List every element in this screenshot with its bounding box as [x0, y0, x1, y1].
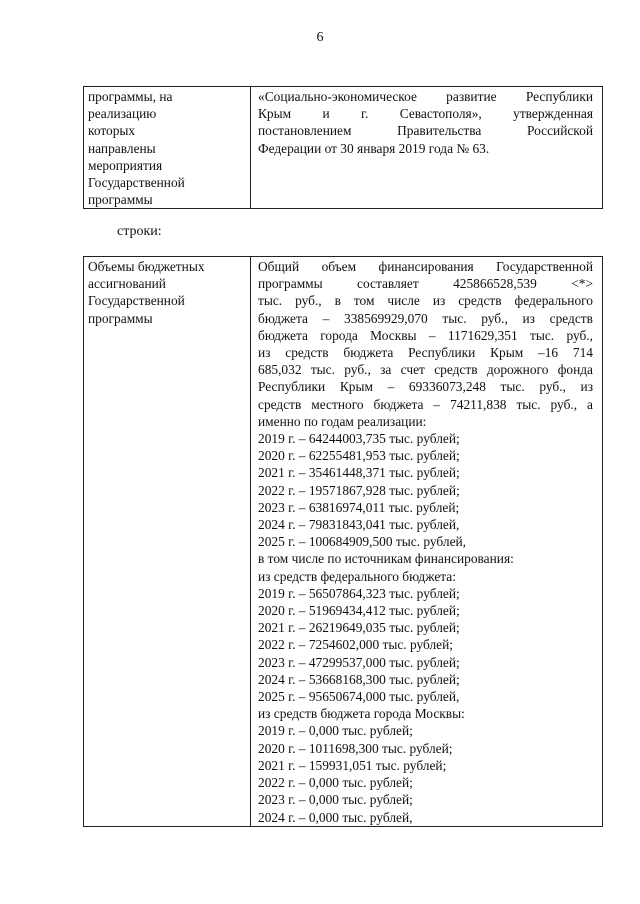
text-line: из средств бюджета Республики Крым –16 714: [258, 345, 593, 361]
value-cell-text: [251, 87, 602, 157]
text-line: постановлением Правительства Российской: [258, 123, 593, 139]
text-line: в том числе по источникам финансирования:: [258, 551, 514, 567]
text-line: 2022 г. – 0,000 тыс. рублей;: [258, 775, 413, 791]
text-line: 2022 г. – 7254602,000 тыс. рублей;: [258, 637, 454, 653]
text-line: 2022 г. – 19571867,928 тыс. рублей;: [258, 482, 460, 498]
label-line: Объемы бюджетных: [88, 259, 205, 274]
text-line: 2020 г. – 1011698,300 тыс. рублей;: [258, 740, 453, 756]
text-line: 2024 г. – 53668168,300 тыс. рублей;: [258, 671, 460, 687]
budget-allocation-table: [83, 256, 603, 827]
label-line: направлены: [88, 140, 156, 156]
text-line: из средств федерального бюджета:: [258, 568, 456, 584]
text-line: 2021 г. – 159931,051 тыс. рублей;: [258, 757, 447, 773]
program-info-table: [83, 86, 603, 209]
section-label: строки:: [117, 224, 162, 239]
text-line: бюджета – 338569929,070 тыс. руб., из средств: [258, 310, 593, 326]
table-value-cell: [251, 257, 603, 827]
label-line: Государственной: [88, 175, 185, 191]
label-line: программы, на: [88, 89, 173, 104]
text-line: 2021 г. – 26219649,035 тыс. рублей;: [258, 620, 460, 636]
label-line: которых: [88, 123, 136, 139]
table-label-cell: [84, 87, 251, 209]
text-line: тыс. руб., в том числе из средств федерального: [258, 293, 593, 309]
text-line: бюджета города Москвы – 1171629,351 тыс. руб.,: [258, 327, 593, 343]
value-cell-text: [251, 257, 602, 826]
text-line: 2020 г. – 62255481,953 тыс. рублей;: [258, 448, 460, 464]
text-line: «Социально-экономическое развитие Республики: [258, 89, 593, 104]
text-line: 2025 г. – 95650674,000 тыс. рублей,: [258, 689, 460, 705]
text-line: Республики Крым – 69336073,248 тыс. руб., из: [258, 379, 593, 395]
table-row: [84, 87, 603, 209]
label-line: программы: [88, 310, 153, 326]
text-line: 2023 г. – 0,000 тыс. рублей;: [258, 792, 413, 808]
label-line: программы: [88, 192, 153, 208]
text-line: именно по годам реализации:: [258, 413, 427, 429]
text-line: из средств бюджета города Москвы:: [258, 706, 465, 722]
text-line: Общий объем финансирования Государственной: [258, 259, 593, 274]
text-line: 685,032 тыс. руб., за счет средств дорожного фонда: [258, 362, 593, 378]
table-label-cell: [84, 257, 251, 827]
label-line: Государственной: [88, 293, 185, 309]
page-number: 6: [316, 30, 324, 45]
label-cell-text: [84, 87, 250, 208]
label-line: реализацию: [88, 106, 157, 122]
label-line: мероприятия: [88, 157, 163, 173]
text-line: Крым и г. Севастополя», утвержденная: [258, 106, 593, 122]
label-line: ассигнований: [88, 276, 166, 292]
text-line: 2019 г. – 64244003,735 тыс. рублей;: [258, 431, 460, 447]
text-line: 2024 г. – 0,000 тыс. рублей,: [258, 809, 413, 825]
text-line: средств местного бюджета – 74211,838 тыс. руб., а: [258, 396, 593, 412]
text-line: Федерации от 30 января 2019 года № 63.: [258, 140, 490, 156]
table-row: [84, 257, 603, 827]
text-line: 2019 г. – 0,000 тыс. рублей;: [258, 723, 413, 739]
table-value-cell: [251, 87, 603, 209]
text-line: 2023 г. – 47299537,000 тыс. рублей;: [258, 654, 460, 670]
text-line: 2020 г. – 51969434,412 тыс. рублей;: [258, 603, 460, 619]
label-cell-text: [84, 257, 250, 327]
text-line: 2025 г. – 100684909,500 тыс. рублей,: [258, 534, 467, 550]
text-line: 2024 г. – 79831843,041 тыс. рублей,: [258, 517, 460, 533]
text-line: 2021 г. – 35461448,371 тыс. рублей;: [258, 465, 460, 481]
text-line: программы составляет 425866528,539 <*>: [258, 276, 593, 292]
text-line: 2019 г. – 56507864,323 тыс. рублей;: [258, 585, 460, 601]
text-line: 2023 г. – 63816974,011 тыс. рублей;: [258, 499, 460, 515]
